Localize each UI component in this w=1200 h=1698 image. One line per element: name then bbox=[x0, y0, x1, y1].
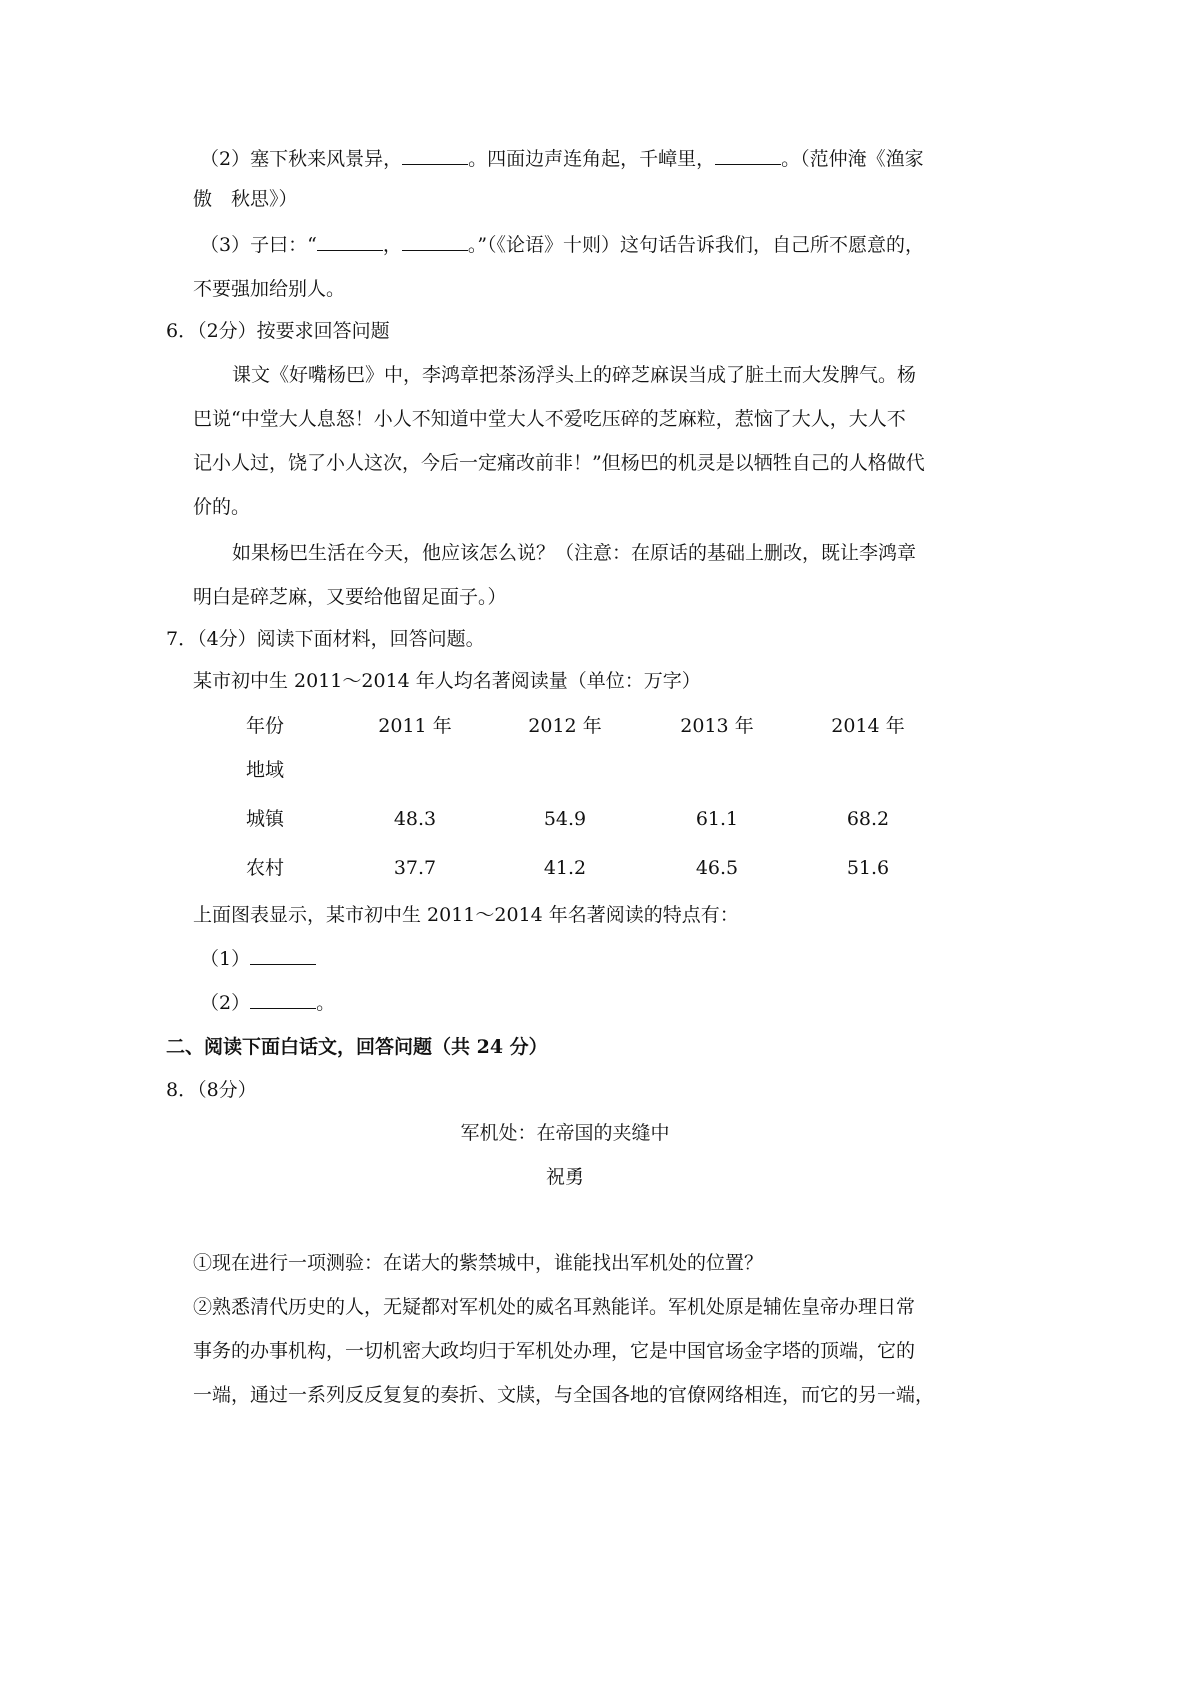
table-cell: 68.2 bbox=[846, 808, 890, 830]
q5-item3-text2: ， bbox=[382, 234, 402, 256]
table-region-label: 农村 bbox=[246, 857, 285, 879]
table-cell: 41.2 bbox=[543, 857, 587, 879]
q5-item2-text3: 。（范仲淹《渔家 bbox=[781, 148, 924, 170]
table-cell: 37.7 bbox=[393, 857, 437, 879]
q6-para2-line1: 如果杨巴生活在今天，他应该怎么说？（注意：在原话的基础上删改，既让李鸿章 bbox=[232, 542, 917, 564]
q6-para2-line2: 明白是碎芝麻，又要给他留足面子。） bbox=[193, 586, 507, 608]
article-para2-line1: ②熟悉清代历史的人，无疑都对军机处的威名耳熟能详。军机处原是辅佐皇帝办理日常 bbox=[193, 1296, 916, 1318]
table-cell: 48.3 bbox=[393, 808, 437, 830]
fill-blank[interactable] bbox=[402, 146, 468, 165]
q7-summary: 上面图表显示，某市初中生 2011～2014 年名著阅读的特点有： bbox=[193, 904, 739, 926]
q5-item3-text3: 。”（《论语》十则）这句话告诉我们，自己所不愿意的， bbox=[467, 234, 925, 256]
table-year-header: 2014 年 bbox=[831, 715, 905, 737]
table-cell: 46.5 bbox=[695, 857, 739, 879]
article-author: 祝勇 bbox=[545, 1166, 584, 1188]
table-year-header: 2013 年 bbox=[680, 715, 754, 737]
table-corner-year: 年份 bbox=[246, 715, 285, 737]
q8-header: 8．（8分） bbox=[166, 1079, 257, 1101]
q5-item3-line2: 不要强加给别人。 bbox=[193, 278, 346, 300]
q5-item2-text2: 。四面边声连角起，千嶂里， bbox=[468, 148, 716, 170]
q6-para1-line2: 巴说“中堂大人息怒！小人不知道中堂大人不爱吃压碎的芝麻粒，惹恼了大人，大人不 bbox=[193, 408, 906, 430]
q6-header: 6．（2分）按要求回答问题 bbox=[166, 320, 390, 342]
answer2-suffix: 。 bbox=[316, 992, 336, 1014]
table-year-header: 2011 年 bbox=[378, 715, 452, 737]
article-para2-line3: 一端，通过一系列反反复复的奏折、文牍，与全国各地的官僚网络相连，而它的另一端， bbox=[193, 1384, 935, 1406]
fill-blank[interactable] bbox=[715, 146, 781, 165]
article-title: 军机处：在帝国的夹缝中 bbox=[460, 1122, 670, 1144]
q7-answer1 bbox=[200, 946, 316, 972]
section2-heading: 二、阅读下面白话文，回答问题（共 24 分） bbox=[166, 1036, 548, 1058]
fill-blank[interactable] bbox=[250, 946, 316, 965]
table-year-header: 2012 年 bbox=[528, 715, 602, 737]
answer2-prefix: （2） bbox=[200, 992, 251, 1014]
table-cell: 61.1 bbox=[695, 808, 739, 830]
table-region-label: 城镇 bbox=[246, 808, 285, 830]
q7-answer2 bbox=[200, 990, 335, 1016]
table-cell: 51.6 bbox=[846, 857, 890, 879]
q6-para1-line4: 价的。 bbox=[193, 496, 251, 518]
fill-blank[interactable] bbox=[317, 232, 383, 251]
fill-blank[interactable] bbox=[402, 232, 468, 251]
q6-para1-line3: 记小人过，饶了小人这次，今后一定痛改前非！”但杨巴的机灵是以牺牲自己的人格做代 bbox=[193, 452, 925, 474]
q7-header: 7．（4分）阅读下面材料，回答问题。 bbox=[166, 628, 485, 650]
q5-item2-text1: （2）塞下秋来风景异， bbox=[200, 148, 403, 170]
fill-blank[interactable] bbox=[250, 990, 316, 1009]
q6-para1-line1: 课文《好嘴杨巴》中，李鸿章把茶汤浮头上的碎芝麻误当成了脏土而大发脾气。杨 bbox=[232, 364, 917, 386]
q5-item2-line1 bbox=[200, 146, 924, 172]
q5-item2-line2: 傲 秋思》） bbox=[193, 188, 298, 210]
table-corner-region: 地域 bbox=[246, 759, 285, 781]
table-cell: 54.9 bbox=[543, 808, 587, 830]
answer1-prefix: （1） bbox=[200, 948, 251, 970]
article-para1: ①现在进行一项测验：在诺大的紫禁城中，谁能找出军机处的位置？ bbox=[193, 1252, 764, 1274]
q5-item3-line1 bbox=[200, 232, 924, 258]
q7-table-title: 某市初中生 2011～2014 年人均名著阅读量（单位：万字） bbox=[193, 670, 701, 692]
article-para2-line2: 事务的办事机构，一切机密大政均归于军机处办理，它是中国官场金字塔的顶端，它的 bbox=[193, 1340, 916, 1362]
q5-item3-text1: （3）子曰：“ bbox=[200, 234, 317, 256]
